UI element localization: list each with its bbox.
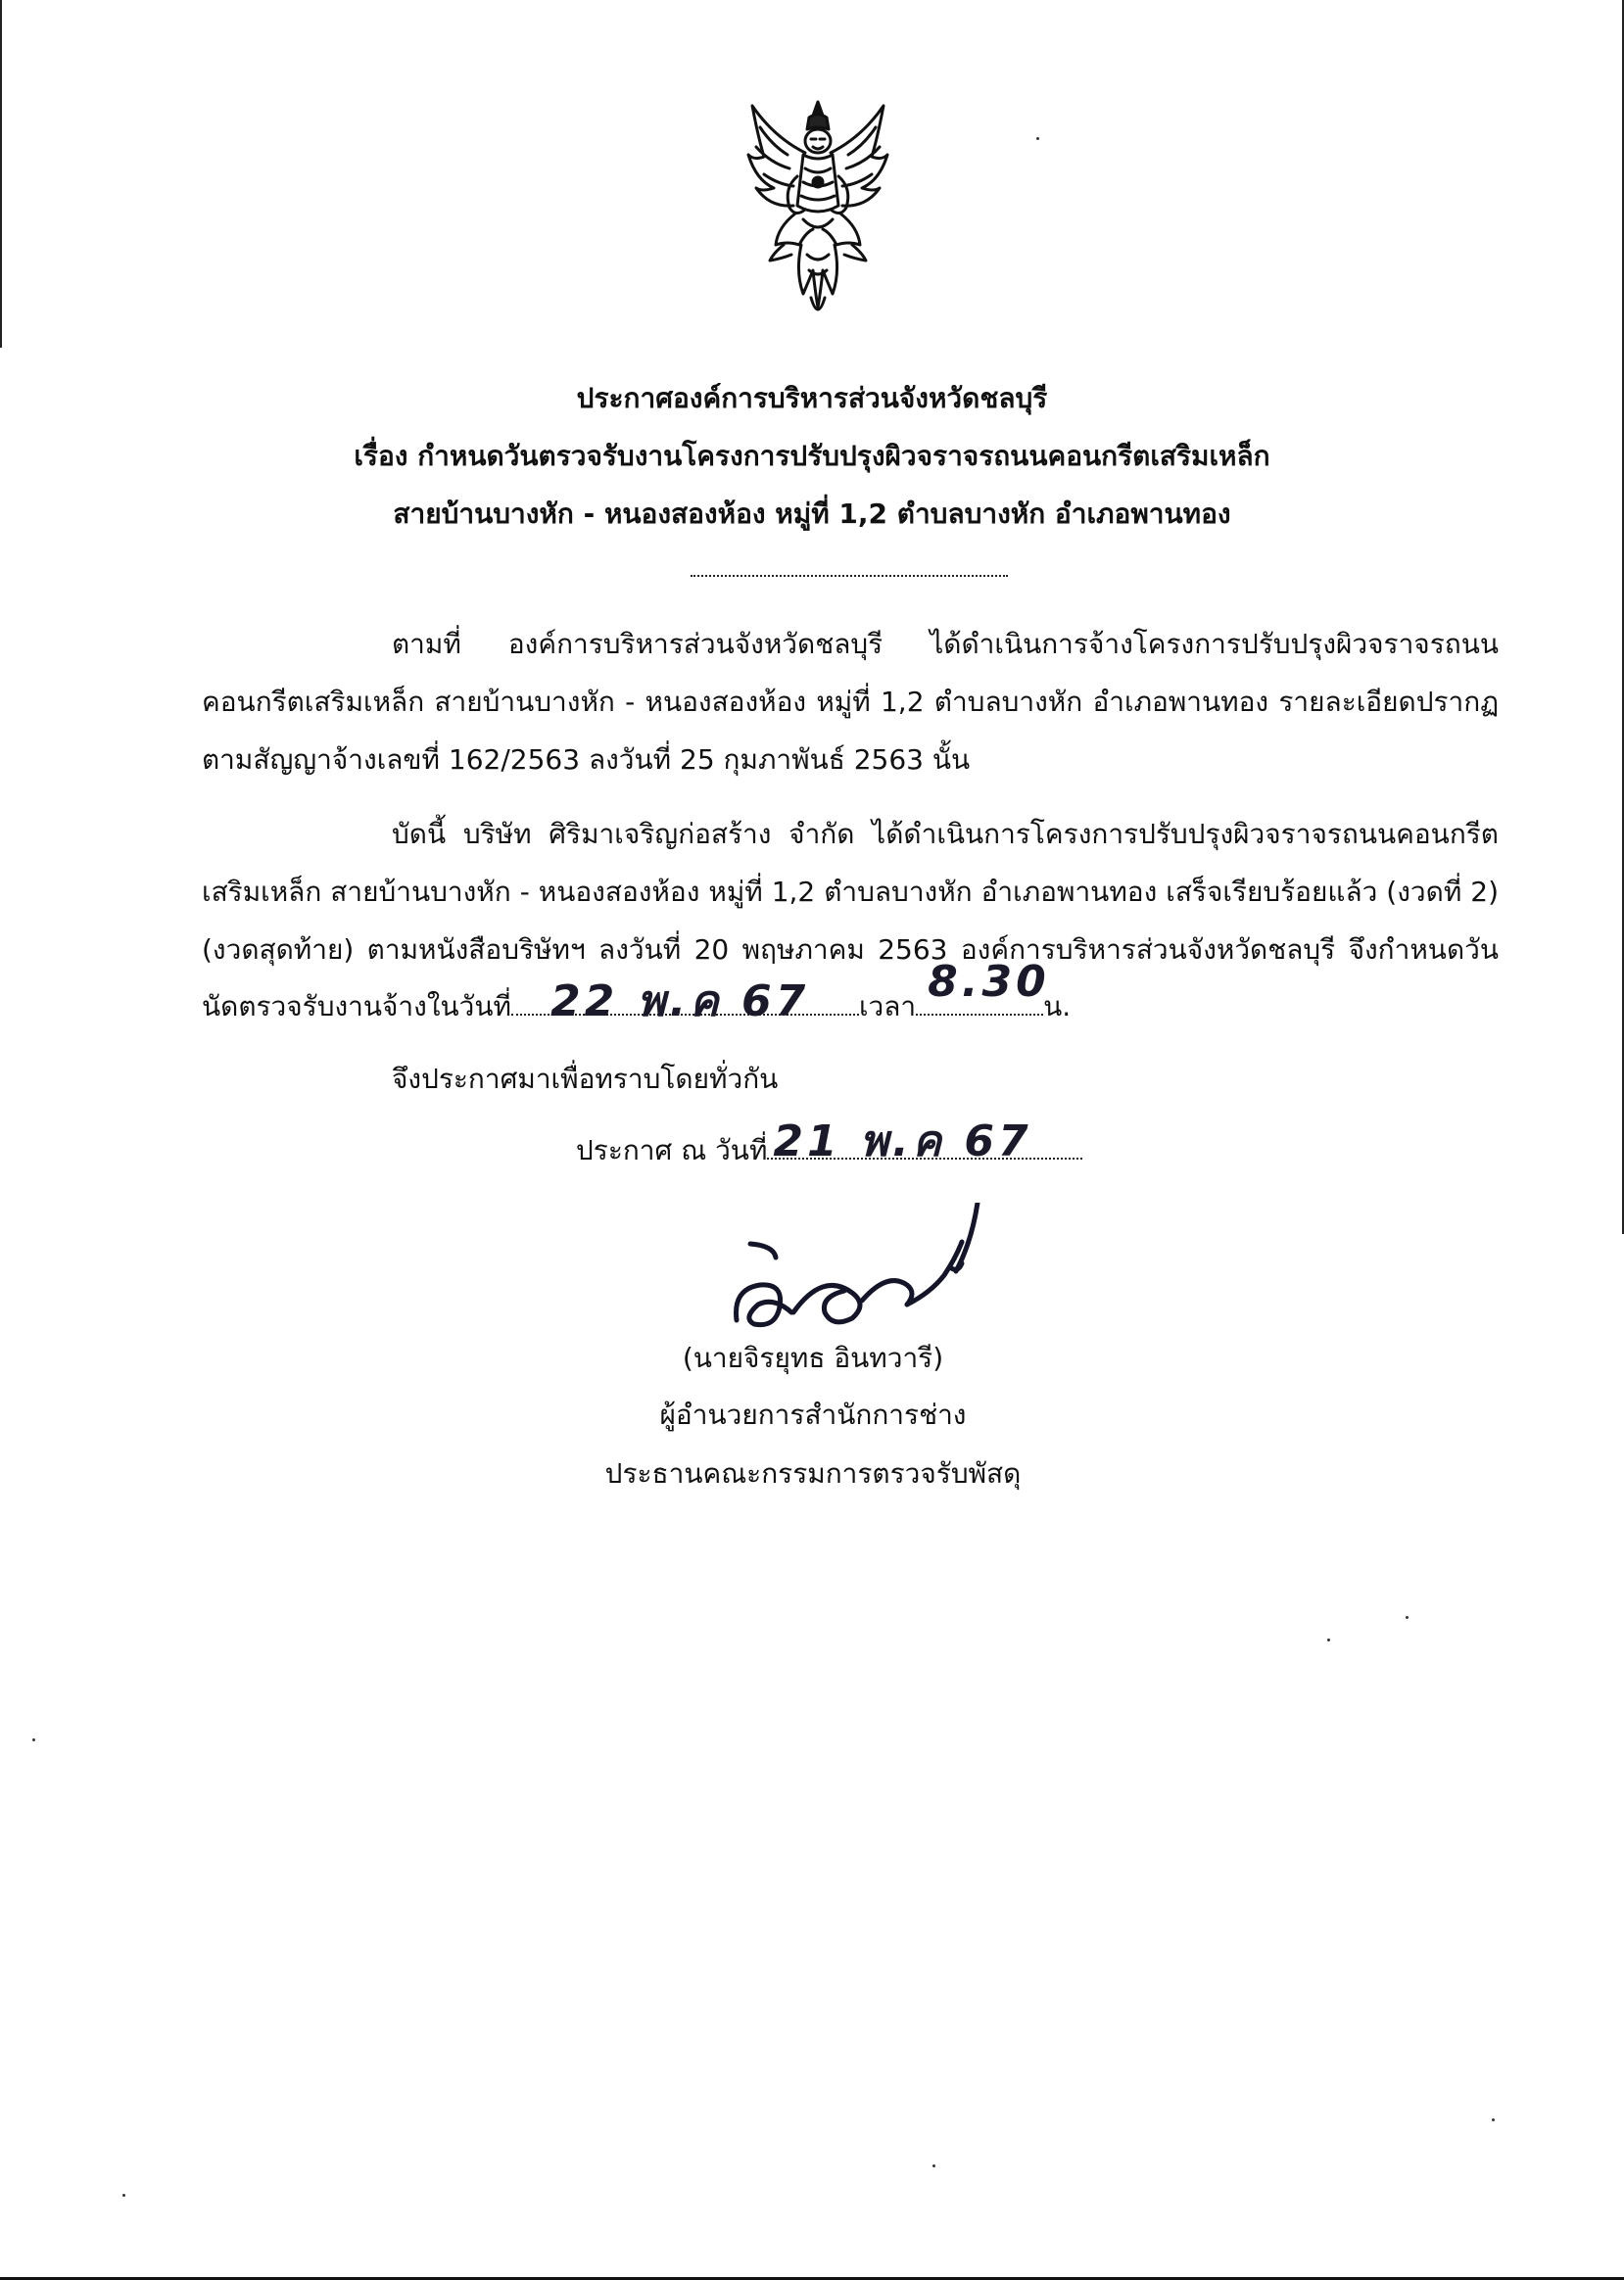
scan-speck [32, 1738, 35, 1741]
scan-speck [932, 2164, 935, 2167]
garuda-emblem-icon [744, 98, 891, 325]
inspection-date-label: นัดตรวจรับงานจ้างในวันที่ [202, 990, 511, 1022]
scan-speck [1327, 1639, 1330, 1641]
inspection-time-unit: น. [1043, 990, 1072, 1022]
inspection-time-label: เวลา [858, 990, 917, 1022]
paragraph-2-line-1: บัดนี้ บริษัท ศิริมาเจริญก่อสร้าง จำกัด ได้ดำเนินการโครงการปรับปรุงผิวจราจรถนนคอนกรีต [392, 818, 1499, 850]
paragraph-2-line-3: (งวดสุดท้าย) ตามหนังสือบริษัทฯ ลงวันที่ 20 พฤษภาคม 2563 องค์การบริหารส่วนจังหวัดชลบุรี จึงกำหนดวัน [202, 933, 1499, 966]
scan-speck [1492, 2118, 1495, 2121]
paragraph-1-line-3: ตามสัญญาจ้างเลขที่ 162/2563 ลงวันที่ 25 กุมภาพันธ์ 2563 นั้น [202, 743, 971, 776]
document-subject: เรื่อง กำหนดวันตรวจรับงานโครงการปรับปรุงผิวจราจรถนนคอนกรีตเสริมเหล็ก [354, 440, 1270, 472]
signer-committee-role: ประธานคณะกรรมการตรวจรับพัสดุ [604, 1457, 1022, 1490]
document-title: ประกาศองค์การบริหารส่วนจังหวัดชลบุรี [576, 382, 1048, 414]
scan-speck [122, 2194, 125, 2197]
scan-speck [1406, 1616, 1409, 1619]
signature-mark [715, 1203, 999, 1340]
document-subject-line2: สายบ้านบางหัก - หนองสองห้อง หมู่ที่ 1,2 ตำบลบางหัก อำเภอพานทอง [393, 498, 1231, 530]
paragraph-1-line-1: ตามที่ องค์การบริหารส่วนจังหวัดชลบุรี ได้ดำเนินการจ้างโครงการปรับปรุงผิวจราจรถนน [392, 628, 1499, 660]
paragraph-2-line-4 [202, 957, 1072, 1028]
announcement-date-handwritten: 21 พ.ค 67 [773, 1116, 1032, 1166]
closing-statement: จึงประกาศมาเพื่อทราบโดยทั่วกัน [392, 1063, 779, 1095]
inspection-time-field [916, 957, 1050, 1016]
inspection-time-handwritten: 8.30 [928, 957, 1050, 1007]
title-divider [691, 575, 1008, 577]
announcement-date-field [767, 1116, 1082, 1166]
announcement-date-line [576, 1116, 1082, 1172]
inspection-date-handwritten: 22 พ.ค 67 [549, 976, 810, 1026]
scan-speck [1036, 137, 1039, 140]
scan-border-left [0, 0, 2, 348]
announcement-date-label: ประกาศ ณ วันที่ [576, 1134, 768, 1166]
paragraph-1-line-2: คอนกรีตเสริมเหล็ก สายบ้านบางหัก - หนองสองห้อง หมู่ที่ 1,2 ตำบลบางหัก อำเภอพานทอง รายละเอียดปรากฏ [202, 686, 1499, 718]
paragraph-2-line-2: เสริมเหล็ก สายบ้านบางหัก - หนองสองห้อง หมู่ที่ 1,2 ตำบลบางหัก อำเภอพานทอง เสร็จเรียบร้อยแล้ว (งวดที่ 2) [202, 876, 1499, 908]
signer-name: (นายจิรยุทธ อินทวารี) [682, 1342, 944, 1374]
inspection-date-field [511, 976, 859, 1026]
signer-position: ผู้อำนวยการสำนักการช่าง [659, 1399, 967, 1431]
